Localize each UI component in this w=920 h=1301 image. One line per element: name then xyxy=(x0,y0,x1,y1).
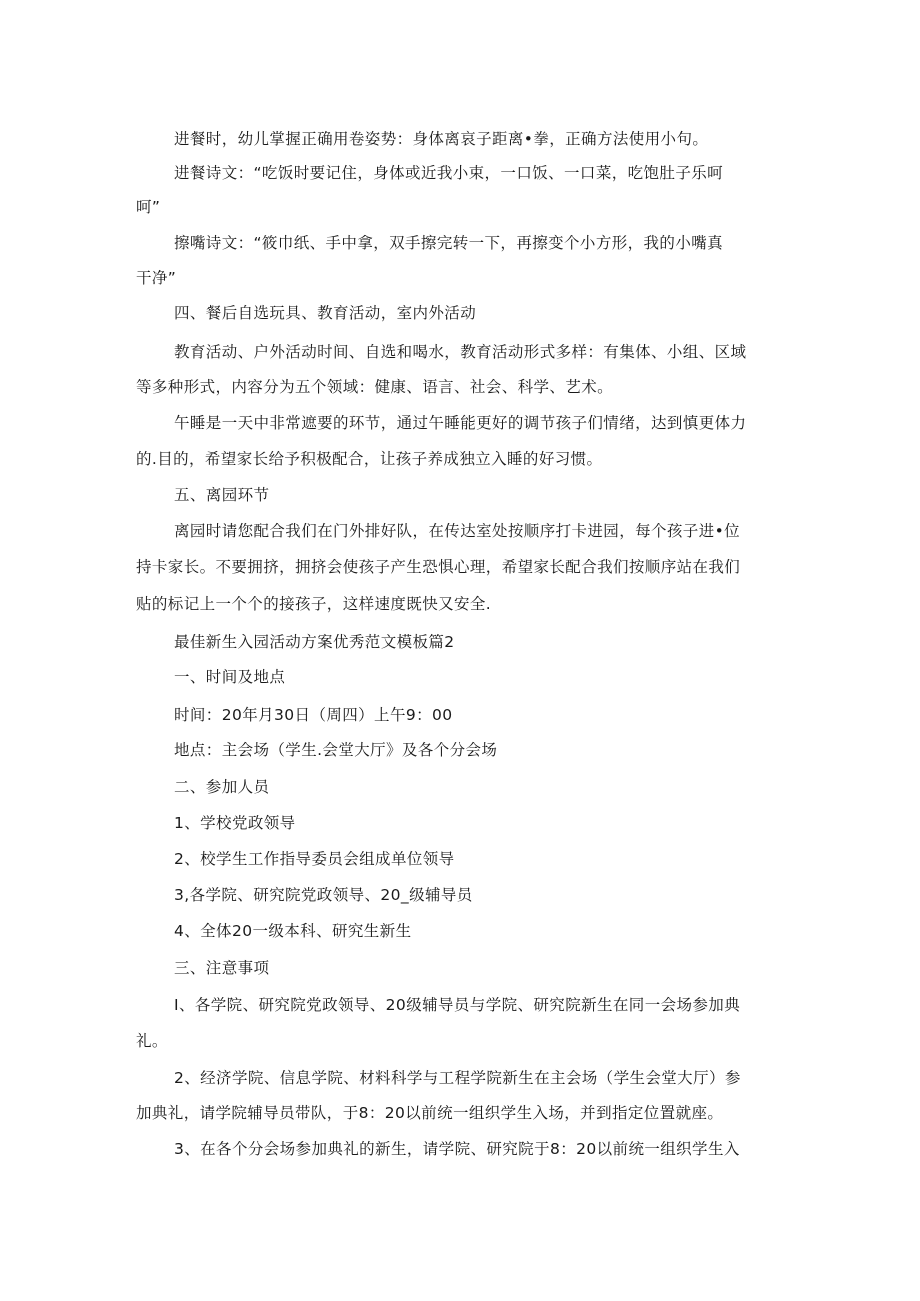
list-item: 1、学校党政领导 xyxy=(174,814,296,832)
text-line: 的.目的，希望家长给予积极配合，让孩子养成独立入睡的好习惯。 xyxy=(136,450,603,468)
section-heading: 四、餐后自选玩具、教育活动，室内外活动 xyxy=(174,304,477,322)
text-line: 教育活动、户外活动时间、自选和喝水，教育活动形式多样：有集体、小组、区域 xyxy=(174,343,747,361)
list-item: 3、在各个分会场参加典礼的新生，请学院、研究院于8：20以前统一组织学生入 xyxy=(174,1140,740,1158)
text-line: 地点：主会场（学生.会堂大厅》及各个分会场 xyxy=(174,741,498,759)
document-title: 最佳新生入园活动方案优秀范文模板篇2 xyxy=(174,633,455,651)
text-line: 离园时请您配合我们在门外排好队，在传达室处按顺序打卡进园，每个孩子进•位 xyxy=(174,522,741,540)
text-line: 进餐诗文：“吃饭时要记住，身体或近我小束，一口饭、一口菜，吃饱肚子乐呵 xyxy=(174,164,724,182)
text-line: 礼。 xyxy=(136,1032,168,1050)
text-line: 持卡家长。不要拥挤，拥挤会使孩子产生恐惧心理，希望家长配合我们按顺序站在我们 xyxy=(136,558,741,576)
text-line: 进餐时，幼儿掌握正确用卷姿势：身体离哀子距离•拳，正确方法使用小句。 xyxy=(174,130,709,148)
section-heading: 一、时间及地点 xyxy=(174,668,286,686)
list-item: 3,各学院、研究院党政领导、20_级辅导员 xyxy=(174,886,473,904)
section-heading: 二、参加人员 xyxy=(174,778,270,796)
text-line: 加典礼，请学院辅导员带队，于8：20以前统一组织学生入场，并到指定位置就座。 xyxy=(136,1104,724,1122)
text-line: 时间：20年月30日（周四）上午9：00 xyxy=(174,706,453,724)
text-line: 等多种形式，内容分为五个领域：健康、语言、社会、科学、艺术。 xyxy=(136,378,614,396)
list-item: 2、经济学院、信息学院、材料科学与工程学院新生在主会场（学生会堂大厅）参 xyxy=(174,1069,741,1087)
section-heading: 三、注意事项 xyxy=(174,959,270,977)
section-heading: 五、离园环节 xyxy=(174,486,270,504)
list-item: I、各学院、研究院党政领导、20级辅导员与学院、研究院新生在同一会场参加典 xyxy=(174,996,741,1014)
text-line: 干净” xyxy=(136,269,177,287)
text-line: 贴的标记上一个个的接孩子，这样速度既快又安全. xyxy=(136,595,492,613)
list-item: 2、校学生工作指导委员会组成单位领导 xyxy=(174,850,455,868)
text-line: 午睡是一天中非常遮要的环节，通过午睡能更好的调节孩子们情绪，达到慎更体力 xyxy=(174,414,747,432)
list-item: 4、全体20一级本科、研究生新生 xyxy=(174,922,412,940)
text-line: 呵” xyxy=(136,198,161,216)
text-line: 擦嘴诗文：“筱巾纸、手中拿，双手擦完转一下，再擦变个小方形，我的小嘴真 xyxy=(174,234,724,252)
